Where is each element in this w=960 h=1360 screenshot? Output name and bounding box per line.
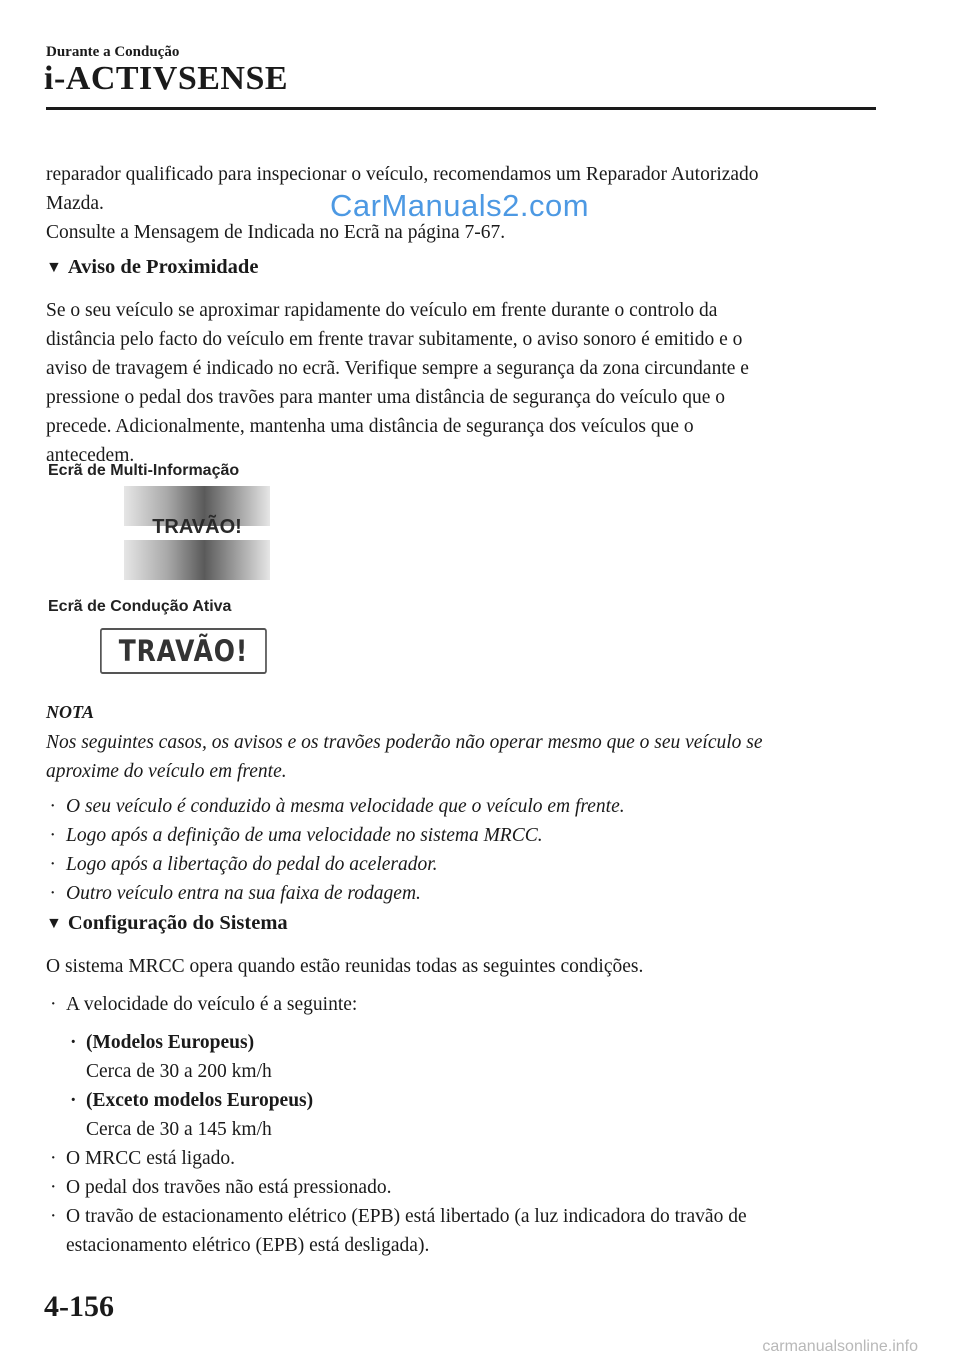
nota-line-2: aproxime do veículo em frente.: [46, 761, 287, 782]
intro-line-2: Mazda.: [46, 193, 104, 214]
page-title: i-ACTIVSENSE: [44, 60, 289, 97]
nota-bullet: · Logo após a libertação do pedal do acelerador.: [50, 854, 438, 875]
config-item-mrcc: · O MRCC está ligado.: [50, 1148, 235, 1169]
multi-info-brake-text: TRAVÃO!: [152, 516, 242, 538]
section-label: Durante a Condução: [46, 44, 180, 60]
caption-active-driving: Ecrã de Condução Ativa: [48, 598, 232, 615]
config-eu-label: · (Modelos Europeus): [70, 1032, 255, 1053]
config-heading-text: Configuração do Sistema: [67, 912, 288, 934]
config-intro: O sistema MRCC opera quando estão reunidas todas as seguintes condições.: [46, 956, 644, 977]
proximity-body-5: precede. Adicionalmente, mantenha uma distância de segurança dos veículos que o: [46, 416, 694, 437]
page-number: 4-156: [44, 1290, 114, 1323]
proximity-body-1: Se o seu veículo se aproximar rapidamente do veículo em frente durante o controlo da: [46, 300, 718, 321]
active-driving-brake-box: TRAVÃO!: [100, 628, 267, 674]
proximity-body-3: aviso de travagem é indicado no ecrã. Verifique sempre a segurança da zona circundante e: [46, 358, 749, 379]
config-item-epb: · O travão de estacionamento elétrico (EPB) está libertado (a luz indicadora do travão de: [50, 1206, 747, 1227]
nota-line-1: Nos seguintes casos, os avisos e os travões poderão não operar mesmo que o seu veículo se: [46, 732, 763, 753]
config-non-eu-value: Cerca de 30 a 145 km/h: [86, 1119, 272, 1140]
nota-title: NOTA: [46, 702, 95, 722]
triangle-down-icon: ▼: [46, 259, 62, 276]
config-item-brake-pedal: · O pedal dos travões não está pressionado.: [50, 1177, 392, 1198]
proximity-body-2: distância pelo facto do veículo em frente travar subitamente, o aviso sonoro é emitido e o: [46, 329, 743, 350]
intro-line-3: Consulte a Mensagem de Indicada no Ecrã na página 7-67.: [46, 222, 506, 243]
watermark-logo: CarManuals2.com: [330, 188, 590, 223]
nota-bullet: · Logo após a definição de uma velocidade no sistema MRCC.: [50, 825, 543, 846]
footer-watermark: carmanualsonline.info: [762, 1338, 918, 1355]
proximity-body-6: antecedem.: [46, 445, 135, 466]
proximity-heading-text: Aviso de Proximidade: [67, 256, 259, 278]
config-item-epb-cont: estacionamento elétrico (EPB) está desligada).: [66, 1235, 430, 1256]
nota-bullet: · Outro veículo entra na sua faixa de rodagem.: [50, 883, 421, 904]
config-heading: [46, 912, 288, 935]
nota-bullet: · O seu veículo é conduzido à mesma velocidade que o veículo em frente.: [50, 796, 625, 817]
proximity-heading: [46, 256, 258, 279]
intro-line-1: reparador qualificado para inspecionar o veículo, recomendamos um Reparador Autorizado: [46, 164, 759, 185]
config-non-eu-label: · (Exceto modelos Europeus): [70, 1090, 314, 1111]
triangle-down-icon: ▼: [46, 915, 62, 932]
caption-multi-info: Ecrã de Multi-Informação: [48, 462, 240, 479]
header-divider: [46, 107, 876, 110]
config-item-speed: · A velocidade do veículo é a seguinte:: [50, 994, 358, 1015]
multi-info-gradient-bottom: [124, 540, 270, 580]
config-eu-value: Cerca de 30 a 200 km/h: [86, 1061, 272, 1082]
proximity-body-4: pressione o pedal dos travões para manter uma distância de segurança do veículo que o: [46, 387, 726, 408]
